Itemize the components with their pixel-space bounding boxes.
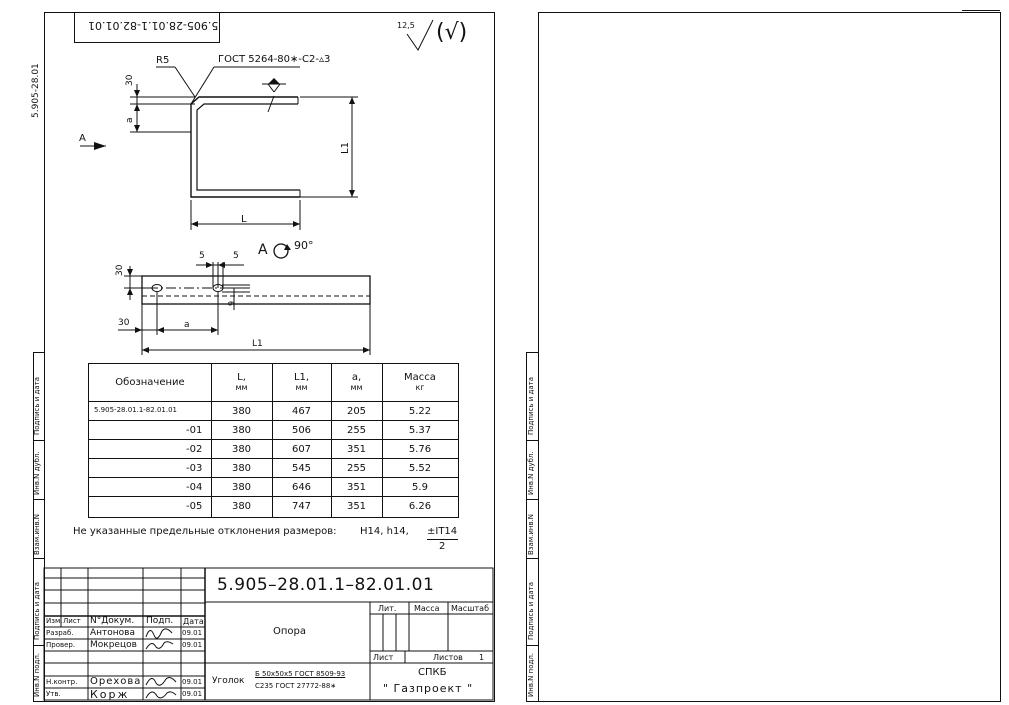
- sheet-label: Лист: [373, 653, 394, 662]
- scale-label: Масштаб: [451, 604, 490, 613]
- view-a-dim-a: a: [184, 320, 190, 330]
- margin-label-sign-date-2: Подпись и дата: [33, 377, 41, 435]
- right-margin-label-dubl: Инв.N дубл.: [527, 451, 535, 495]
- col-podp: Подп.: [146, 616, 174, 626]
- lit-label: Лит.: [378, 604, 397, 613]
- table-header-L: L, мм: [235, 372, 248, 392]
- view-a-dim-30-top: 30: [115, 264, 125, 276]
- view-a-dim-L1: L1: [252, 339, 263, 349]
- tolerance-values: H14, h14,: [360, 526, 409, 537]
- right-sheet-top-tick: [962, 10, 1000, 11]
- mass-label: Масса: [414, 604, 440, 613]
- right-margin-label-inv-podl: Инв.N подл.: [527, 652, 535, 697]
- dim-30-label: 30: [125, 74, 135, 86]
- tolerance-it: ±IT14: [427, 526, 458, 537]
- part-name: Опора: [273, 626, 307, 637]
- title-block-designation: 5.905–28.01.1–82.01.01: [217, 575, 435, 595]
- col-data: Дата: [183, 617, 204, 626]
- variants-table: Обозначение L, мм L1, мм a, мм Масса кг 5.905-28.01.1-82.01.01 380 467 205 5.22 -01 380 506 255 5.37 -02 380 607 351 5.76 -03 380 545 255 5.52 -04 380 646 351 5.9 -05 380 747 351 6.26: [88, 363, 459, 518]
- roughness-note: (√): [436, 20, 468, 45]
- material-line1: Б 50х50х5 ГОСТ 8509-93: [255, 670, 346, 678]
- view-a-rotation: 90°: [294, 239, 314, 252]
- corner-stamp-text: 5.905-28.01.1-82.01.01: [88, 19, 219, 32]
- dim-a-label: a: [125, 117, 135, 123]
- material-line2: С235 ГОСТ 27772-88∗: [255, 682, 337, 690]
- col-ndokum: N°Докум.: [90, 616, 135, 626]
- view-a-arrow-label: A: [79, 133, 86, 144]
- radius-label: R5: [156, 55, 170, 66]
- margin-label-inv-podl: Инв.N подл.: [33, 652, 41, 697]
- org-line2: " Газпроект ": [383, 682, 474, 695]
- roughness-value: 12,5: [397, 21, 415, 30]
- view-a-dim-5a: 5: [199, 251, 205, 261]
- col-izm: Изм.: [46, 617, 63, 625]
- col-list: Лист: [63, 617, 81, 625]
- tolerance-den: 2: [439, 541, 446, 552]
- view-a-title: A: [258, 242, 268, 258]
- margin-label-dubl: Инв.N дубл.: [33, 451, 41, 495]
- view-a-dim-9: 9: [227, 300, 236, 306]
- view-a-dim-30-bottom: 30: [118, 318, 130, 328]
- right-margin-label-sign-date-1: Подпись и дата: [527, 582, 535, 640]
- margin-label-sign-date-1: Подпись и дата: [33, 582, 41, 640]
- table-header-mass: Масса кг: [404, 372, 436, 392]
- tolerance-note: Не указанные предельные отклонения размеров:: [73, 526, 337, 537]
- side-code: 5.905-28.01: [31, 63, 41, 118]
- dim-L1-label: L1: [340, 142, 351, 154]
- sheets-value: 1: [479, 653, 485, 662]
- sheets-label: Листов: [433, 653, 463, 662]
- material-prefix: Уголок: [212, 676, 245, 686]
- margin-label-vzam: Взам.инв.N: [33, 513, 41, 555]
- org-line1: СПКБ: [418, 667, 447, 678]
- table-header-designation: Обозначение: [115, 377, 185, 388]
- view-a-dim-5b: 5: [233, 251, 239, 261]
- weld-standard-label: ГОСТ 5264-80∗-С2-▵3: [218, 54, 331, 65]
- table-header-a: a, мм: [350, 372, 363, 392]
- table-header-L1: L1, мм: [293, 372, 310, 392]
- right-margin-label-sign-date-2: Подпись и дата: [527, 377, 535, 435]
- right-drawing-sheet: [538, 12, 1001, 702]
- right-margin-label-vzam: Взам.инв.N: [527, 513, 535, 555]
- dim-L-label: L: [241, 214, 247, 225]
